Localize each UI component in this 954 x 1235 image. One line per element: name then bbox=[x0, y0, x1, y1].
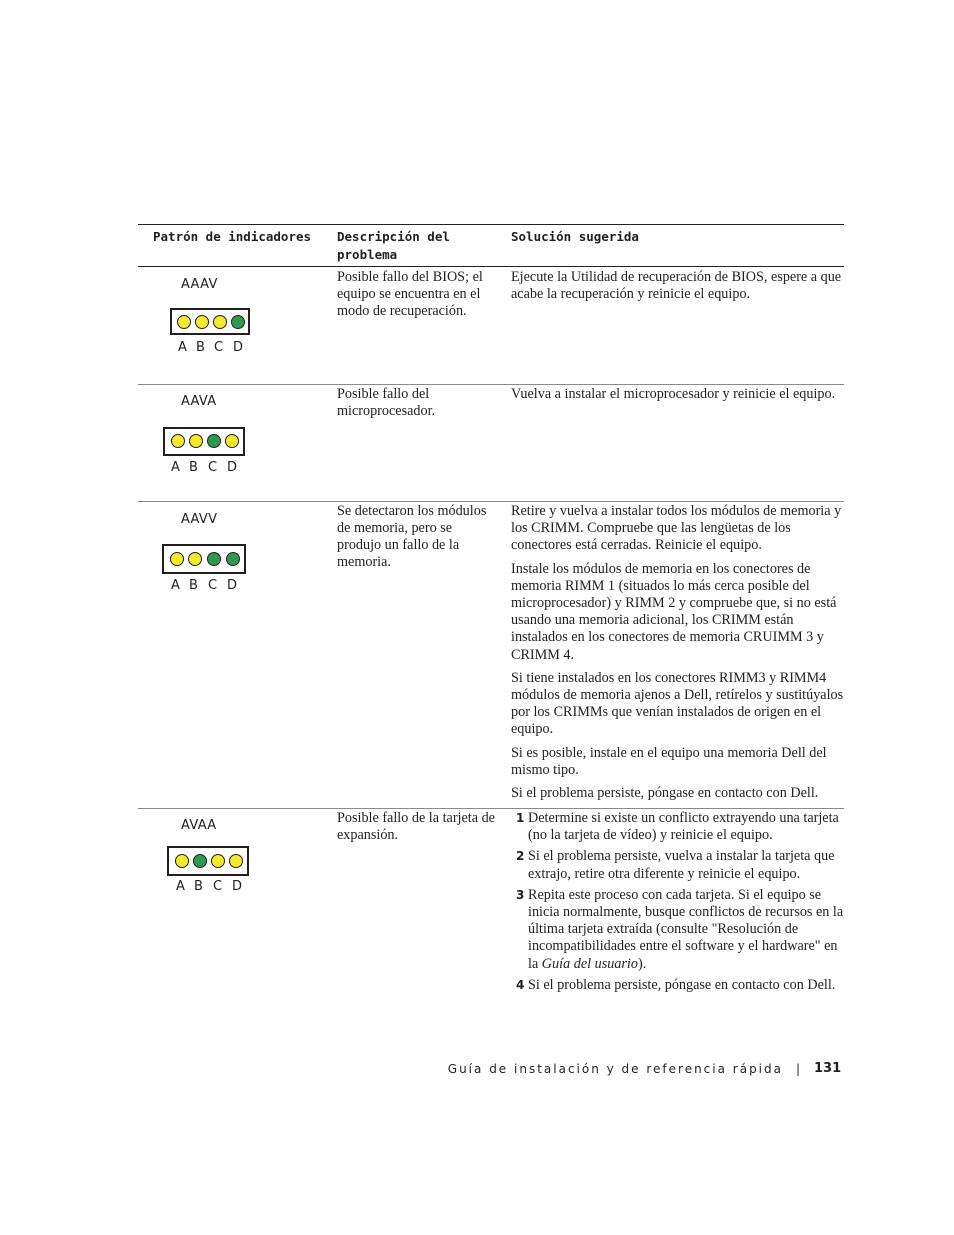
pattern-code: AAVV bbox=[181, 512, 218, 527]
pattern-code: AAAV bbox=[181, 277, 218, 292]
footer-title: Guía de instalación y de referencia rápida bbox=[447, 1062, 783, 1076]
header-solution: Solución sugerida bbox=[511, 229, 639, 244]
led-indicator-c bbox=[207, 552, 221, 566]
led-letter-c: C bbox=[213, 879, 223, 894]
suggested-solution bbox=[511, 386, 844, 409]
pattern-code: AAVA bbox=[181, 394, 217, 409]
row-divider bbox=[138, 501, 844, 502]
suggested-solution bbox=[511, 810, 844, 998]
header-description bbox=[337, 228, 450, 264]
led-indicator-d bbox=[229, 854, 243, 868]
header-description-line2: problema bbox=[337, 247, 398, 262]
solution-paragraph: Si el problema persiste, póngase en contacto con Dell. bbox=[511, 785, 819, 802]
solution-paragraph: Ejecute la Utilidad de recuperación de BIOS, espere a que acabe la recuperación y reinicie el equipo. bbox=[511, 269, 842, 303]
solution-step bbox=[511, 848, 844, 882]
led-panel bbox=[163, 427, 245, 456]
row-divider bbox=[138, 384, 844, 385]
led-indicator-d bbox=[226, 552, 240, 566]
solution-paragraph: Vuelva a instalar el microprocesador y reinicie el equipo. bbox=[511, 386, 836, 402]
led-indicator-c bbox=[207, 434, 221, 448]
led-indicator-d bbox=[225, 434, 239, 448]
led-letter-c: C bbox=[208, 578, 218, 593]
suggested-solution bbox=[511, 503, 844, 808]
led-panel bbox=[162, 544, 246, 574]
led-letter-c: C bbox=[214, 340, 224, 355]
led-letter-a: A bbox=[171, 460, 180, 475]
suggested-solution bbox=[511, 269, 844, 309]
solution-step bbox=[511, 887, 844, 973]
led-letter-d: D bbox=[227, 460, 238, 475]
led-letter-a: A bbox=[178, 340, 187, 355]
step-text: Si el problema persiste, vuelva a instalar la tarjeta que extrajo, retire otra diferente y reinicie el equipo. bbox=[528, 848, 835, 882]
led-panel bbox=[167, 846, 249, 876]
led-letter-c: C bbox=[208, 460, 218, 475]
row-divider bbox=[138, 808, 844, 809]
solution-paragraph: Si tiene instalados en los conectores RIMM3 y RIMM4 módulos de memoria ajenos a Dell, retírelos y sustitúyalos por los CRIMMs que venían instalados de origen en el equipo. bbox=[511, 669, 844, 738]
solution-step bbox=[511, 810, 844, 844]
page-footer bbox=[0, 1062, 954, 1082]
led-letter-a: A bbox=[176, 879, 185, 894]
solution-paragraph: Si es posible, instale en el equipo una memoria Dell del mismo tipo. bbox=[511, 744, 827, 778]
user-guide-title: Guía del usuario bbox=[541, 955, 638, 972]
step-text-before: Repita este proceso con cada tarjeta. Si el equipo se inicia normalmente, busque conflictos de recursos en la última tarjeta extraída (consulte "Resolución de incompatibilidades entre el software y el hardware" en la bbox=[528, 886, 844, 972]
led-indicator-b bbox=[193, 854, 207, 868]
step-text: Determine si existe un conflicto extrayendo una tarjeta (no la tarjeta de vídeo) y reinicie el equipo. bbox=[528, 810, 839, 844]
led-indicator-c bbox=[211, 854, 225, 868]
led-letter-b: B bbox=[189, 578, 198, 593]
led-letter-b: B bbox=[189, 460, 198, 475]
led-indicator-a bbox=[175, 854, 189, 868]
led-letter-a: A bbox=[171, 578, 180, 593]
led-letter-d: D bbox=[227, 578, 238, 593]
footer-separator: | bbox=[796, 1062, 801, 1076]
problem-description: Se detectaron los módulos de memoria, pero se produjo un fallo de la memoria. bbox=[337, 503, 487, 570]
step-text bbox=[528, 887, 843, 972]
step-number: 2 bbox=[516, 849, 525, 864]
problem-description: Posible fallo del BIOS; el equipo se encuentra en el modo de recuperación. bbox=[337, 269, 483, 319]
step-number: 4 bbox=[516, 977, 525, 992]
led-indicator-b bbox=[188, 552, 202, 566]
step-text-after: ). bbox=[637, 955, 647, 972]
header-description-line1: Descripción del bbox=[337, 229, 450, 244]
problem-description: Posible fallo del microprocesador. bbox=[337, 386, 436, 419]
solution-step bbox=[511, 977, 844, 994]
led-letter-b: B bbox=[194, 879, 203, 894]
led-letter-d: D bbox=[232, 879, 243, 894]
solution-paragraph: Retire y vuelva a instalar todos los módulos de memoria y los CRIMM. Compruebe que las lengüetas de los conectores está cerradas. Reinicie el equipo. bbox=[511, 503, 842, 554]
solution-paragraph: Instale los módulos de memoria en los conectores de memoria RIMM 1 (situados lo más cerca posible del microprocesador) y RIMM 2 y compruebe que, si no está usando una memoria adicional, los CRIMM están instalados en los conectores de memoria CRUIMM 3 y CRIMM 4. bbox=[511, 560, 837, 663]
step-number: 3 bbox=[516, 887, 525, 902]
led-panel bbox=[170, 308, 250, 335]
header-rule bbox=[138, 266, 844, 267]
header-pattern: Patrón de indicadores bbox=[153, 229, 312, 244]
led-indicator-a bbox=[171, 434, 185, 448]
problem-description: Posible fallo de la tarjeta de expansión. bbox=[337, 810, 495, 843]
step-number: 1 bbox=[516, 811, 525, 825]
page-number: 131 bbox=[814, 1061, 842, 1076]
led-indicator-b bbox=[195, 315, 209, 329]
pattern-code: AVAA bbox=[181, 818, 217, 833]
led-indicator-a bbox=[170, 552, 184, 566]
step-text: Si el problema persiste, póngase en contacto con Dell. bbox=[528, 976, 836, 993]
led-indicator-d bbox=[231, 315, 245, 329]
led-letter-d: D bbox=[233, 340, 244, 355]
table-top-rule bbox=[138, 224, 844, 225]
led-indicator-b bbox=[189, 434, 203, 448]
led-indicator-c bbox=[213, 315, 227, 329]
led-indicator-a bbox=[177, 315, 191, 329]
led-letter-b: B bbox=[196, 340, 205, 355]
